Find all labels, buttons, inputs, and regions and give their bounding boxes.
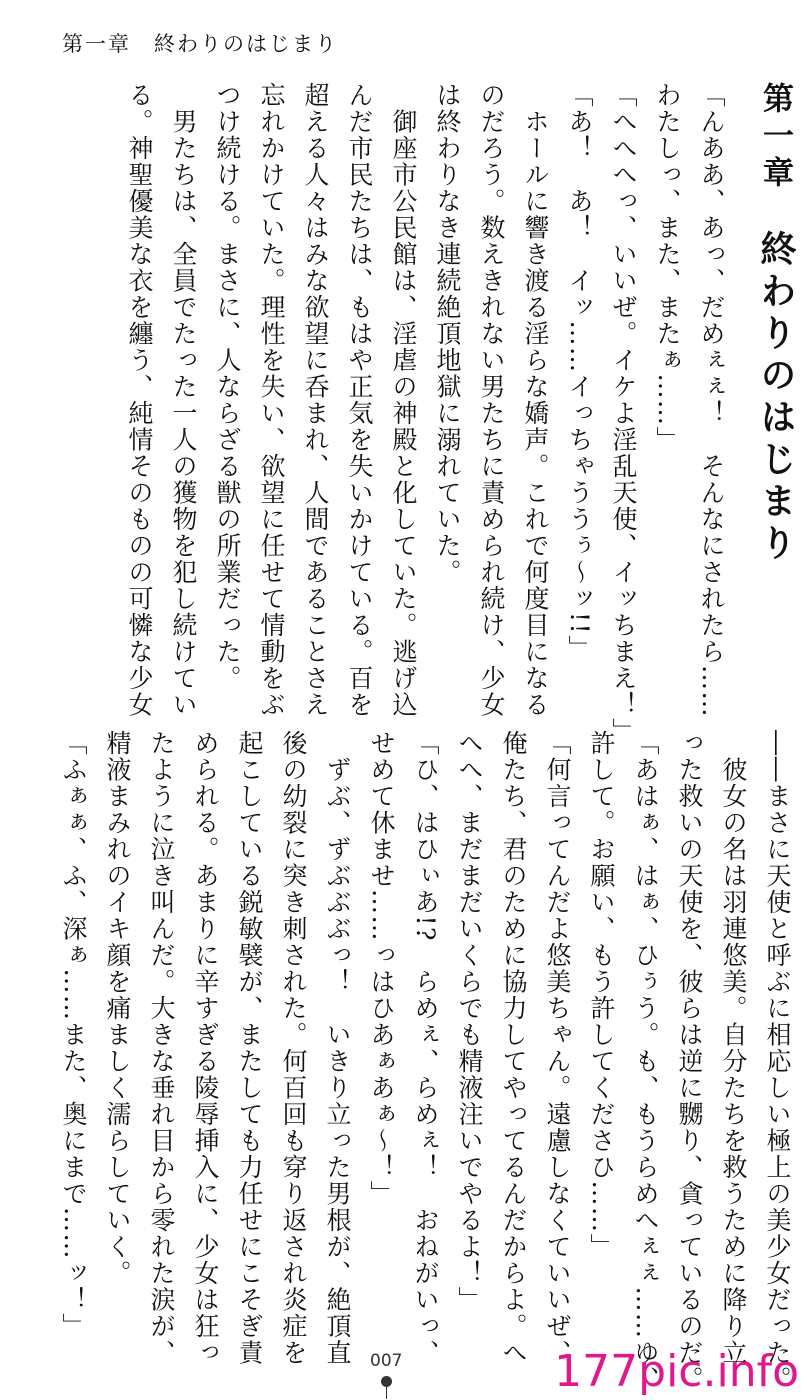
page-marker-dot — [381, 1376, 392, 1387]
text-column: つけ続ける。まさに、人ならざる獣の所業だった。 — [213, 82, 242, 692]
text-column: ――まさに天使と呼ぶに相応しい極上の美少女だった。 — [763, 730, 792, 1393]
watermark-link[interactable]: 177pic.info — [554, 1346, 799, 1397]
text-column: 「ふぁぁ、ふ、深ぁ……また、奥にまで……ッ！」 — [59, 730, 88, 1340]
text-column: った救いの天使を、彼らは逆に嬲り、貪っているのだ。 — [675, 730, 704, 1393]
text-column: 「あはぁ、はぁ、ひぅう。も、もうらめへぇぇ……ゆ、 — [631, 730, 660, 1393]
text-column: ずぶ、ずぶぶぶっ！ いきり立った男根が、絶頂直 — [323, 730, 352, 1366]
text-column: のだろう。数えきれない男たちに責められ続け、少女 — [477, 82, 506, 718]
text-column: へへ、まだまだいくらでも精液注いでやるよ！」 — [455, 730, 484, 1313]
text-column: 「へへへっ、いいぜ。イケよ淫乱天使、イッちまえ！」 — [609, 82, 638, 745]
text-column: 「あ！ あ！ イッ……イっちゃううぅ〜ッ!!」 — [565, 82, 594, 662]
chapter-number: 第一章 — [757, 82, 793, 193]
chapter-title: 終わりのはじまり — [755, 229, 796, 566]
text-column: 御座市公民館は、淫虐の神殿と化していた。逃げ込 — [389, 82, 418, 718]
text-column: 起こしている鋭敏襞が、またしても力任せにこそぎ責 — [235, 730, 264, 1366]
page-number: 007 — [370, 1351, 403, 1371]
text-column: わたしっ、また、またぁ……」 — [653, 82, 682, 453]
text-column: 許して。お願い、もう許してくださひ……」 — [587, 730, 616, 1260]
text-column: 男たちは、全員でたった一人の獲物を犯し続けてい — [169, 82, 198, 718]
text-column: ホールに響き渡る淫らな嬌声。これで何度目になる — [521, 82, 550, 718]
text-column: たように泣き叫んだ。大きな垂れ目から零れた涙が、 — [147, 730, 176, 1366]
text-column: んだ市民たちは、もはや正気を失いかけている。百を — [345, 82, 374, 718]
running-header: 第一章 終わりのはじまり — [62, 32, 338, 56]
text-column: 俺たち、君のために協力してやってるんだからよ。へ — [499, 730, 528, 1366]
chapter-heading — [751, 82, 799, 702]
text-column: 後の幼裂に突き刺された。何百回も穿り返され炎症を — [279, 730, 308, 1366]
text-column: 忘れかけていた。理性を失い、欲望に任せて情動をぶ — [257, 82, 286, 718]
text-column: 「何言ってんだよ悠美ちゃん。遠慮しなくていいぜ、 — [543, 730, 572, 1366]
text-column: る。神聖優美な衣を纏う、純情そのものの可憐な少女 — [125, 82, 154, 718]
text-column: は終わりなき連続絶頂地獄に溺れていた。 — [433, 82, 462, 586]
text-block-top — [117, 82, 799, 745]
text-column: 精液まみれのイキ顔を痛ましく濡らしていく。 — [103, 730, 132, 1287]
text-column: 「んああ、あっ、だめぇぇ！ そんなにされたら…… — [697, 82, 726, 718]
page-marker-tick — [386, 1387, 387, 1399]
text-column: 彼女の名は羽連悠美。自分たちを救うために降り立 — [719, 730, 748, 1366]
text-column: せめて休ませ……っはひあぁあぁ〜！」 — [367, 730, 396, 1207]
text-column: 「ひ、はひぃあ!? らめぇ、らめぇ！ おねがいっ、 — [411, 730, 440, 1366]
text-column: 超える人々はみな欲望に呑まれ、人間であることさえ — [301, 82, 330, 718]
text-column: められる。あまりに辛すぎる陵辱挿入に、少女は狂っ — [191, 730, 220, 1366]
